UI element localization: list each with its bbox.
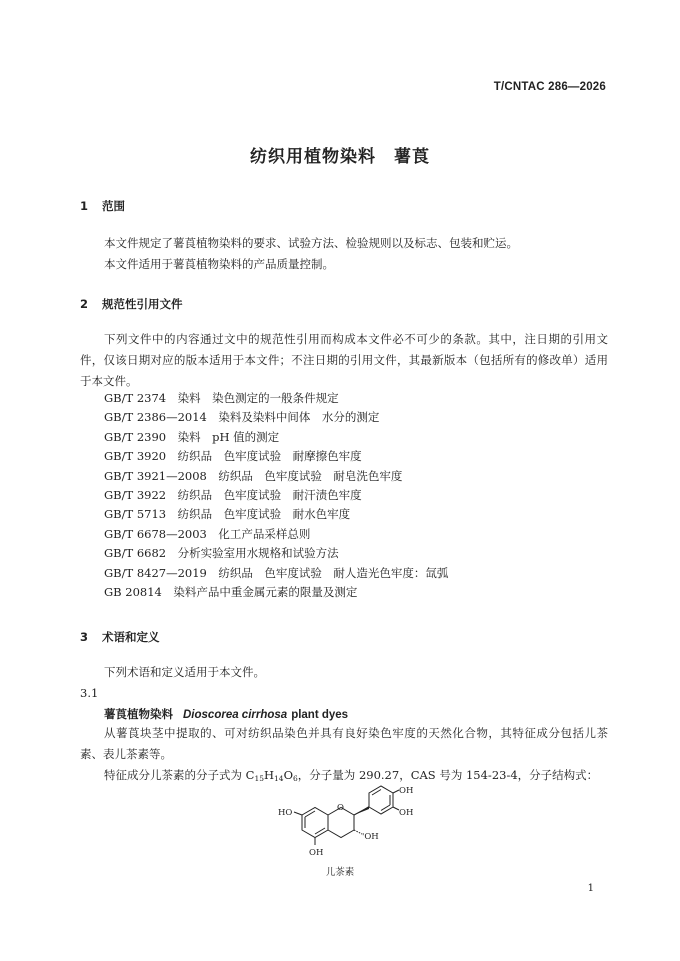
section-2-heading — [80, 296, 183, 312]
formula-o-symbol: O — [283, 768, 294, 782]
reference-item: GB/T 2390 染料 pH 值的测定 — [104, 429, 280, 444]
reference-item: GB/T 2374 染料 染色测定的一般条件规定 — [104, 391, 339, 405]
document-title: 纺织用植物染料 薯莨 — [250, 147, 430, 167]
reference-item: GB/T 6678—2003 化工产品采样总则 — [104, 526, 311, 541]
reference-item: GB/T 6682 分析实验室用水规格和试验方法 — [104, 546, 339, 561]
term-number: 3.1 — [80, 686, 99, 700]
section-number: 2 — [80, 297, 89, 311]
term-definition: 从薯莨块茎中提取的、可对纺织品染色并具有良好染色牢度的天然化合物，其特征成分包括儿茶素、表儿茶素等。 — [80, 726, 608, 761]
terms-intro: 下列术语和定义适用于本文件。 — [104, 665, 265, 679]
oh-label: 'OH — [362, 832, 379, 842]
term-entry — [104, 706, 348, 722]
oh-bond — [294, 812, 302, 815]
term-scientific-name: Dioscorea cirrhosa — [183, 709, 288, 721]
reference-item: GB/T 8427—2019 纺织品 色牢度试验 耐人造光色牢度：氙弧 — [104, 565, 449, 580]
formula-prefix: 特征成分儿茶素的分子式为 C — [104, 768, 255, 782]
oh-label: OH — [309, 848, 324, 858]
oh-label: HO — [278, 808, 293, 818]
scope-paragraph-1: 本文件规定了薯莨植物染料的要求、试验方法、检验规则以及标志、包装和贮运。 — [104, 236, 518, 250]
reference-item: GB 20814 染料产品中重金属元素的限量及测定 — [104, 584, 358, 599]
section-1-heading — [80, 198, 125, 214]
catechin-structure-diagram — [276, 785, 416, 863]
b-ring — [369, 786, 393, 814]
page-number: 1 — [587, 883, 594, 894]
references-intro: 下列文件中的内容通过文中的规范性引用而构成本文件必不可少的条款。其中，注日期的引用文件，仅该日期对应的版本适用于本文件；不注日期的引用文件，其最新版本（包括所有的修改单）适用于本文件。 — [80, 332, 608, 388]
reference-list — [104, 389, 448, 602]
formula-suffix: ，分子量为 290.27，CAS 号为 154-23-4，分子结构式： — [297, 768, 599, 782]
formula-h-symbol: H — [264, 768, 275, 782]
formula-o-count: 6 — [293, 774, 298, 783]
oh-label: OH — [399, 808, 414, 818]
section-number: 3 — [80, 630, 89, 644]
section-title: 范围 — [102, 199, 125, 213]
oh-bond — [354, 830, 362, 834]
reference-item: GB/T 3921—2008 纺织品 色牢度试验 耐皂洗色牢度 — [104, 468, 403, 483]
term-english: plant dyes — [291, 709, 349, 721]
term-chinese: 薯莨植物染料 — [104, 707, 173, 721]
structure-caption: 儿茶素 — [325, 867, 355, 878]
ring-oxygen-label: O — [337, 803, 344, 813]
reference-item: GB/T 2386—2014 染料及染料中间体 水分的测定 — [104, 410, 380, 425]
reference-item: GB/T 3920 纺织品 色牢度试验 耐摩擦色牢度 — [104, 449, 362, 464]
section-title: 规范性引用文件 — [102, 297, 183, 311]
a-ring — [302, 808, 328, 838]
oh-label: OH — [399, 786, 414, 796]
section-number: 1 — [80, 199, 89, 213]
section-title: 术语和定义 — [102, 630, 160, 644]
formula-c-count: 15 — [254, 774, 264, 783]
standard-number: T/CNTAC 286—2026 — [493, 81, 606, 93]
formula-h-count: 14 — [274, 774, 284, 783]
reference-item: GB/T 3922 纺织品 色牢度试验 耐汗渍色牢度 — [104, 487, 362, 502]
wedge-bond — [354, 806, 369, 815]
reference-item: GB/T 5713 纺织品 色牢度试验 耐水色牢度 — [104, 507, 351, 522]
scope-paragraph-2: 本文件适用于薯莨植物染料的产品质量控制。 — [104, 257, 334, 271]
section-3-heading — [80, 629, 160, 645]
